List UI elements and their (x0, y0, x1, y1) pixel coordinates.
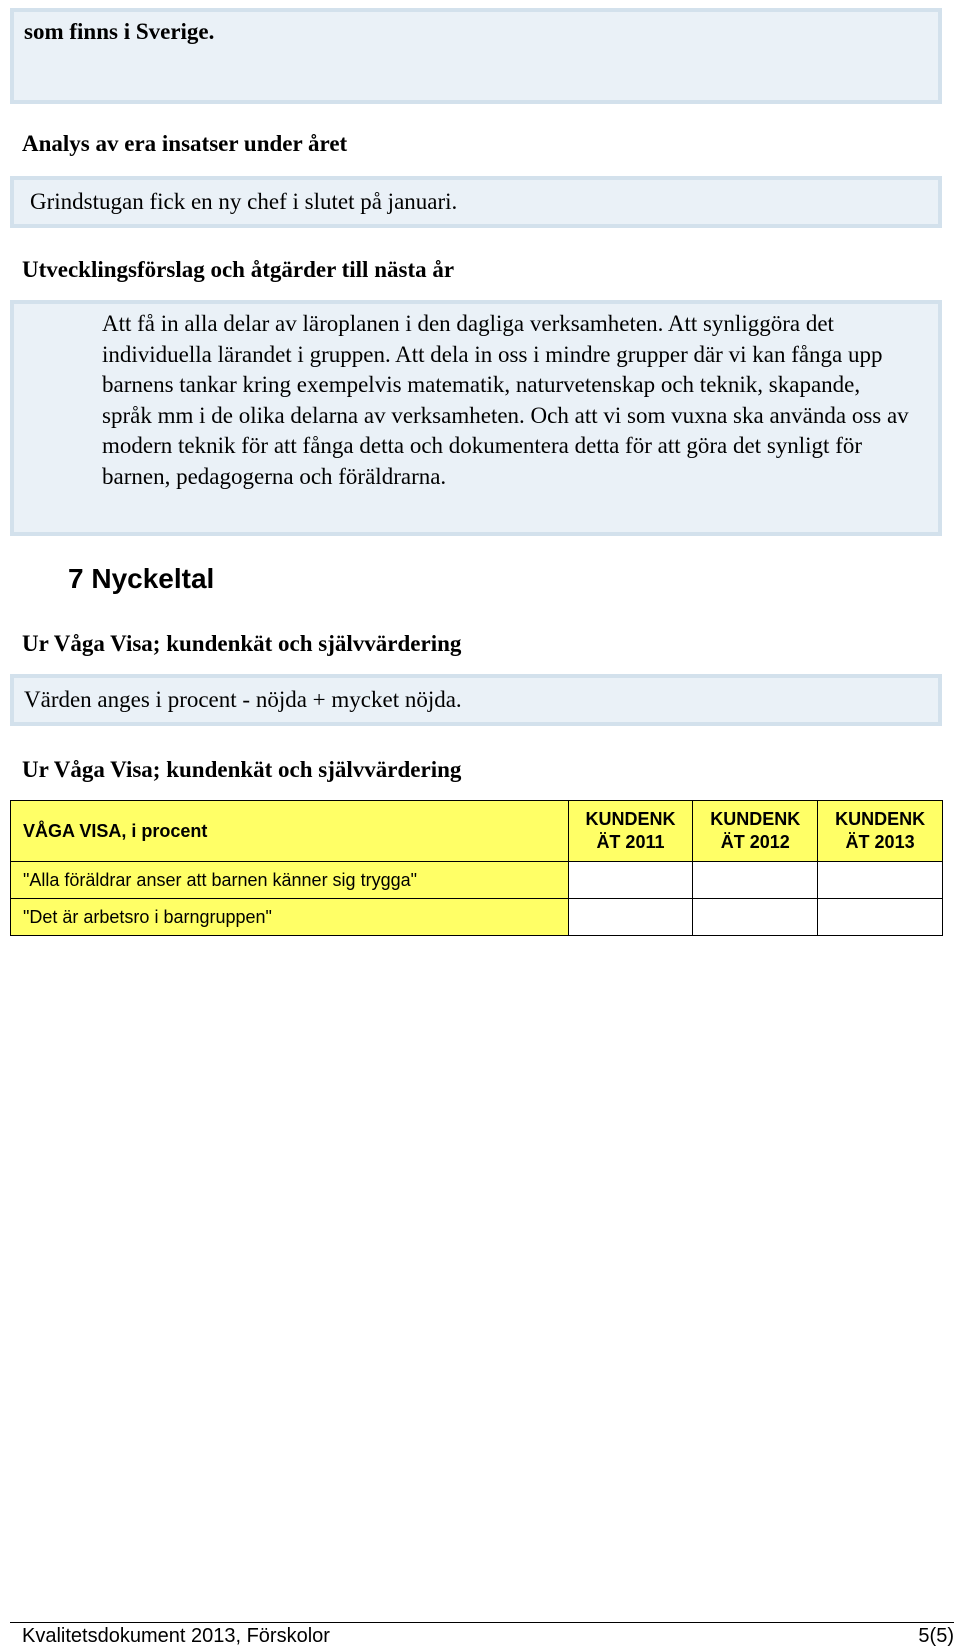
table-cell (568, 862, 693, 899)
footer-divider (10, 1622, 954, 1623)
table-cell (693, 899, 818, 936)
table-cell (818, 862, 943, 899)
development-heading: Utvecklingsförslag och åtgärder till nästa år (22, 257, 455, 282)
table-cell (693, 862, 818, 899)
analysis-text: Grindstugan fick en ny chef i slutet på januari. (30, 189, 458, 214)
analysis-heading: Analys av era insatser under året (22, 131, 348, 156)
table-cell (818, 899, 943, 936)
intro-textbox (10, 8, 942, 104)
development-textbox (10, 300, 942, 536)
table-row (11, 899, 943, 936)
table-row-label: "Det är arbetsro i barngruppen" (11, 899, 569, 936)
footer-document-title: Kvalitetsdokument 2013, Förskolor (22, 1625, 330, 1647)
kpi-table-header-2011-line2: ÄT 2011 (596, 832, 665, 852)
kpi-table-header-2011 (568, 801, 693, 862)
kpi-table-header-2013-line1: KUNDENK (835, 809, 926, 829)
kpi-table-header-2011-line1: KUNDENK (585, 809, 676, 829)
section-title: 7 Nyckeltal (68, 563, 215, 594)
table-row (11, 862, 943, 899)
kpi-table (10, 800, 943, 936)
table-cell (568, 899, 693, 936)
kpi-table-header-row (11, 801, 943, 862)
table-row-label: "Alla föräldrar anser att barnen känner sig trygga" (11, 862, 569, 899)
kpi-table-header-2012-line1: KUNDENK (710, 809, 801, 829)
kpi-table-header-2012-line2: ÄT 2012 (720, 832, 790, 852)
intro-text: som finns i Sverige. (24, 19, 215, 44)
analysis-textbox (10, 176, 942, 228)
survey-info-text: Värden anges i procent - nöjda + mycket nöjda. (24, 687, 462, 712)
survey-info-textbox (10, 674, 942, 726)
kpi-table-header-2012 (693, 801, 818, 862)
footer-page-number: 5(5) (918, 1625, 954, 1647)
kpi-table-header-2013 (818, 801, 943, 862)
survey-info-heading: Ur Våga Visa; kundenkät och självvärdering (22, 631, 462, 656)
kpi-heading: Ur Våga Visa; kundenkät och självvärdering (22, 757, 462, 782)
development-text: Att få in alla delar av läroplanen i den dagliga verksamheten. Att synliggöra det individuella lärandet i gruppen. Att dela in oss i mindre grupper där vi kan fånga upp barnens tankar kring exempelvis matematik, naturvetenskap och teknik, skapande, språk mm i de olika delarna av verksamheten. Och att vi som vuxna ska använda oss av modern teknik för att fånga detta och dokumentera detta för att göra det synligt för barnen, pedagogerna och föräldrarna. (102, 311, 909, 489)
kpi-table-header-2013-line2: ÄT 2013 (845, 832, 915, 852)
kpi-table-header-label: VÅGA VISA, i procent (11, 801, 569, 862)
